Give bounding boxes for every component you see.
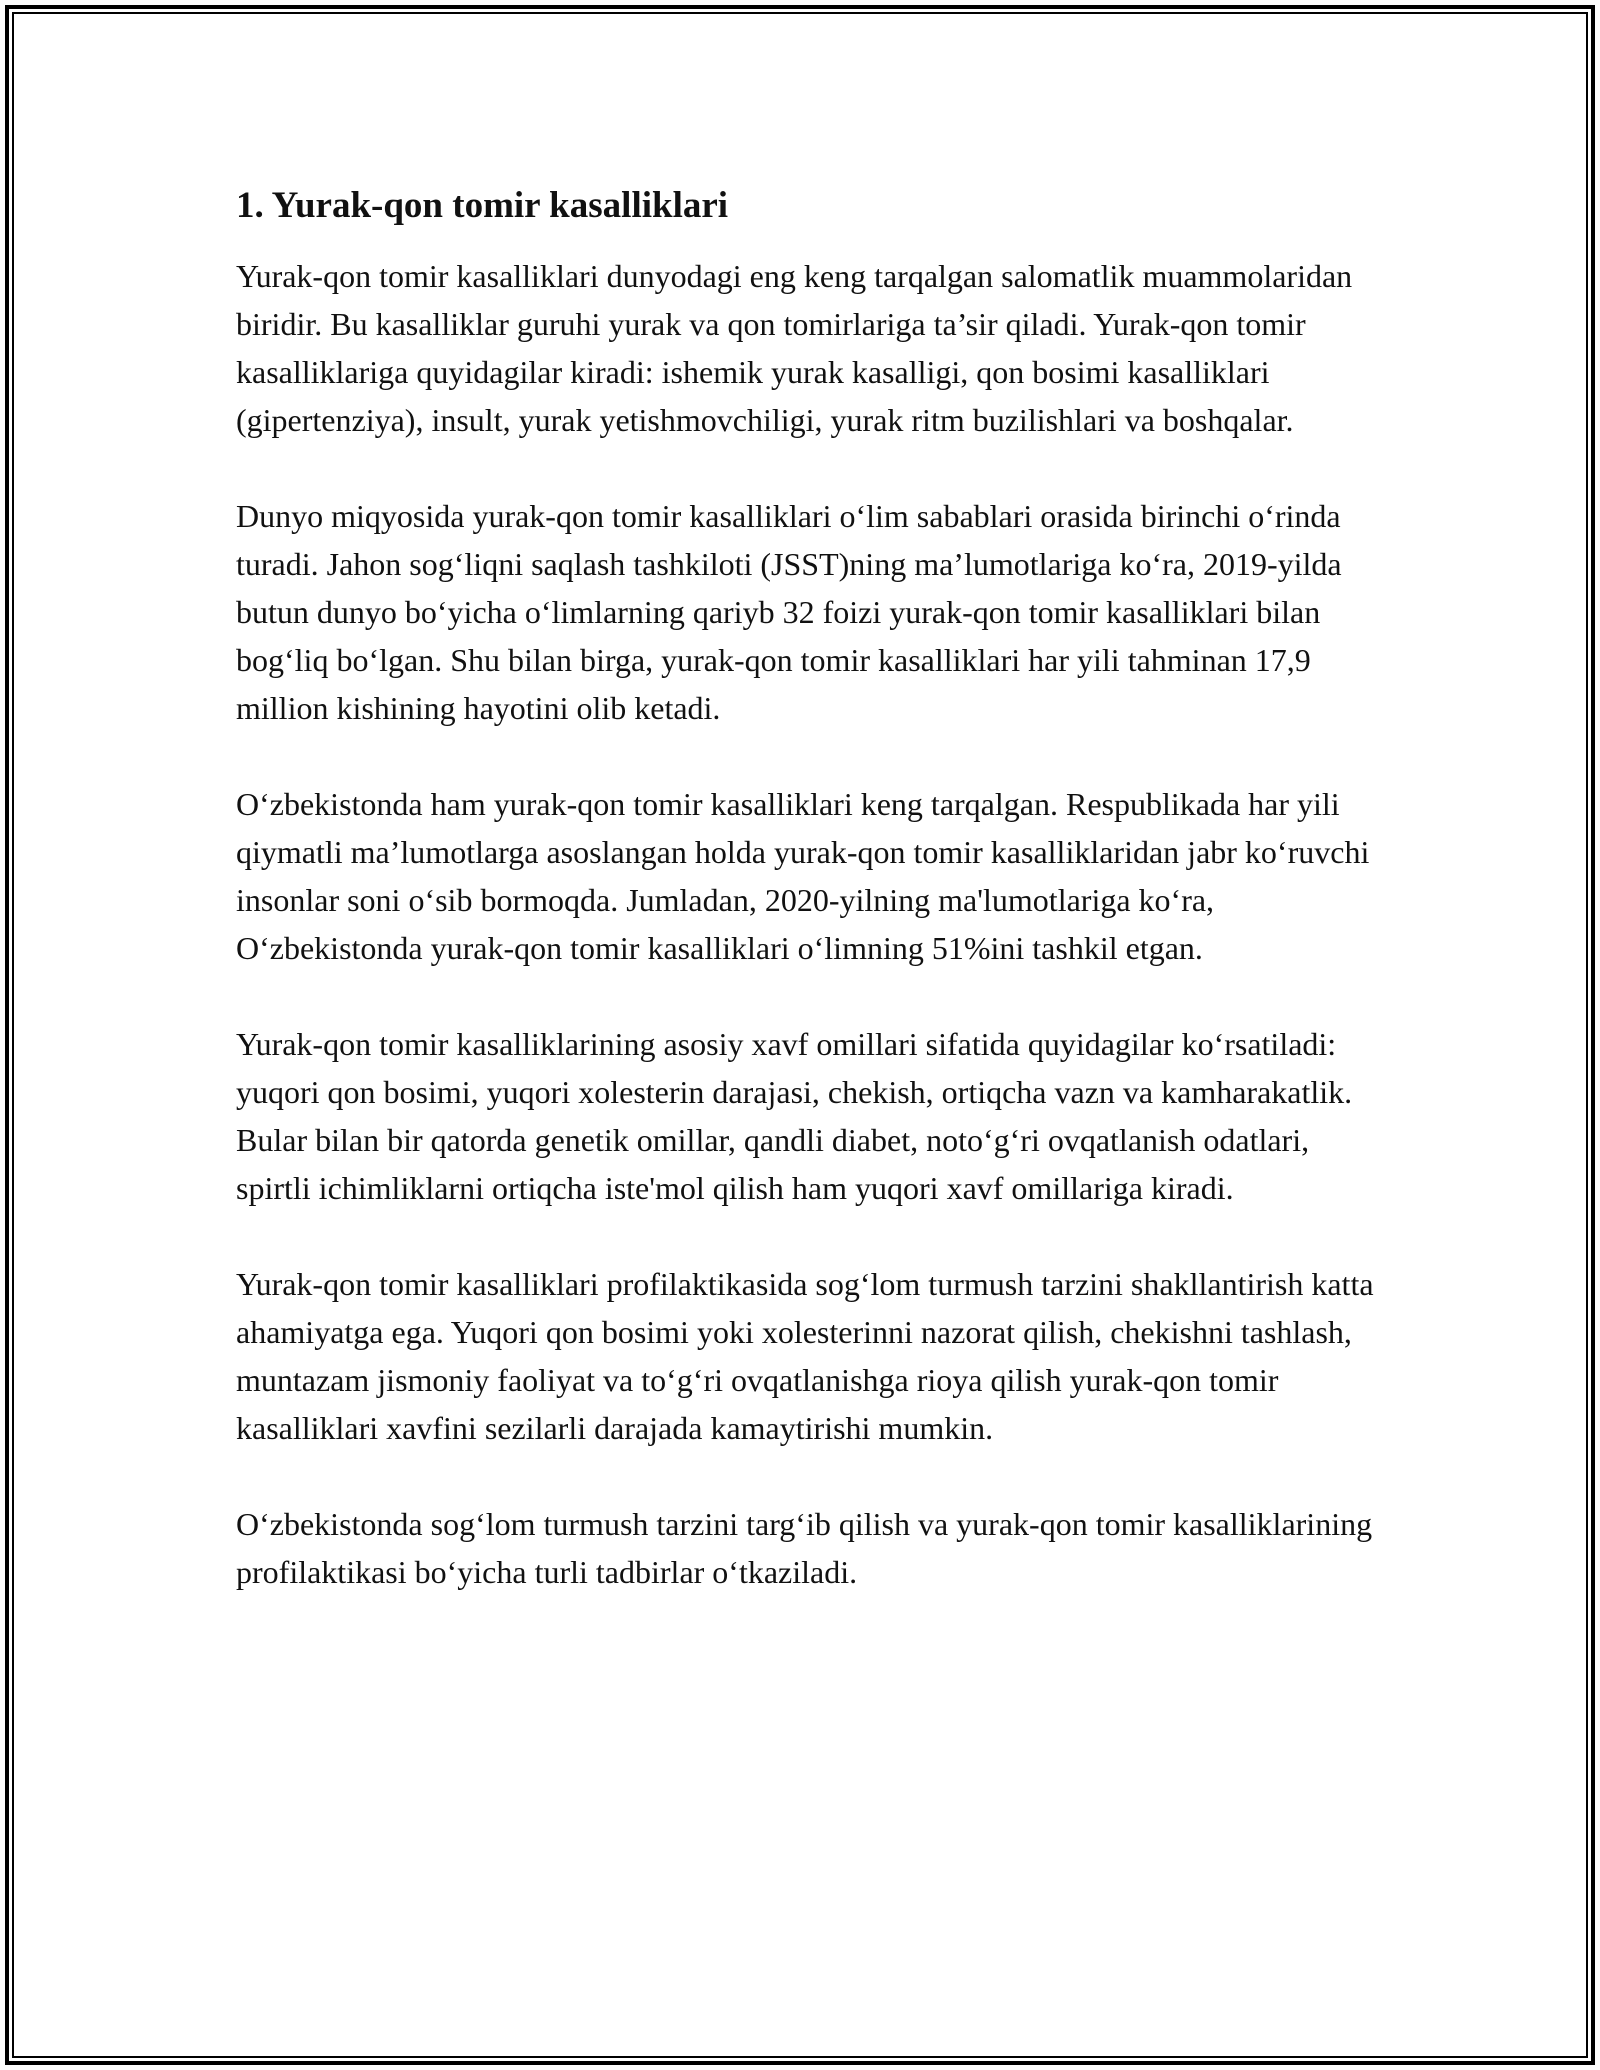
document-body [236,184,1376,1596]
paragraph-5: Yurak-qon tomir kasalliklari profilaktikasida sog‘lom turmush tarzini shakllantirish katta ahamiyatga ega. Yuqori qon bosimi yoki xolesterinni nazorat qilish, chekishni tashlash, muntazam jismoniy faoliyat va to‘g‘ri ovqatlanishga rioya qilish yurak-qon tomir kasalliklari xavfini sezilarli darajada kamaytirishi mumkin. [236,1266,1374,1447]
paragraph-2: Dunyo miqyosida yurak-qon tomir kasalliklari o‘lim sabablari orasida birinchi o‘rinda turadi. Jahon sog‘liqni saqlash tashkiloti (JSST)ning ma’lumotlariga ko‘ra, 2019-yilda butun dunyo bo‘yicha o‘limlarning qariyb 32 foizi yurak-qon tomir kasalliklari bilan bog‘liq bo‘lgan. Shu bilan birga, yurak-qon tomir kasalliklari har yili tahminan 17,9 million kishining hayotini olib ketadi. [236,498,1342,727]
paragraph-6: O‘zbekistonda sog‘lom turmush tarzini targ‘ib qilish va yurak-qon tomir kasalliklarining profilaktikasi bo‘yicha turli tadbirlar o‘tkaziladi. [236,1506,1373,1591]
paragraph-4: Yurak-qon tomir kasalliklarining asosiy xavf omillari sifatida quyidagilar ko‘rsatiladi: yuqori qon bosimi, yuqori xolesterin darajasi, chekish, ortiqcha vazn va kamharakatlik. Bular bilan bir qatorda genetik omillar, qandli diabet, noto‘g‘ri ovqatlanish odatlari, spirtli ichimliklarni ortiqcha iste'mol qilish ham yuqori xavf omillariga kiradi. [236,1026,1353,1207]
paragraph-3: O‘zbekistonda ham yurak-qon tomir kasalliklari keng tarqalgan. Respublikada har yili qiymatli ma’lumotlarga asoslangan holda yurak-qon tomir kasalliklaridan jabr ko‘ruvchi insonlar soni o‘sib bormoqda. Jumladan, 2020-yilning ma'lumotlariga ko‘ra, O‘zbekistonda yurak-qon tomir kasalliklari o‘limning 51%ini tashkil etgan. [236,786,1370,967]
section-heading: 1. Yurak-qon tomir kasalliklari [236,185,729,226]
paragraph-1: Yurak-qon tomir kasalliklari dunyodagi eng keng tarqalgan salomatlik muammolaridan biridir. Bu kasalliklar guruhi yurak va qon tomirlariga ta’sir qiladi. Yurak-qon tomir kasalliklariga quyidagilar kiradi: ishemik yurak kasalligi, qon bosimi kasalliklari (gipertenziya), insult, yurak yetishmovchiligi, yurak ritm buzilishlari va boshqalar. [236,258,1353,439]
